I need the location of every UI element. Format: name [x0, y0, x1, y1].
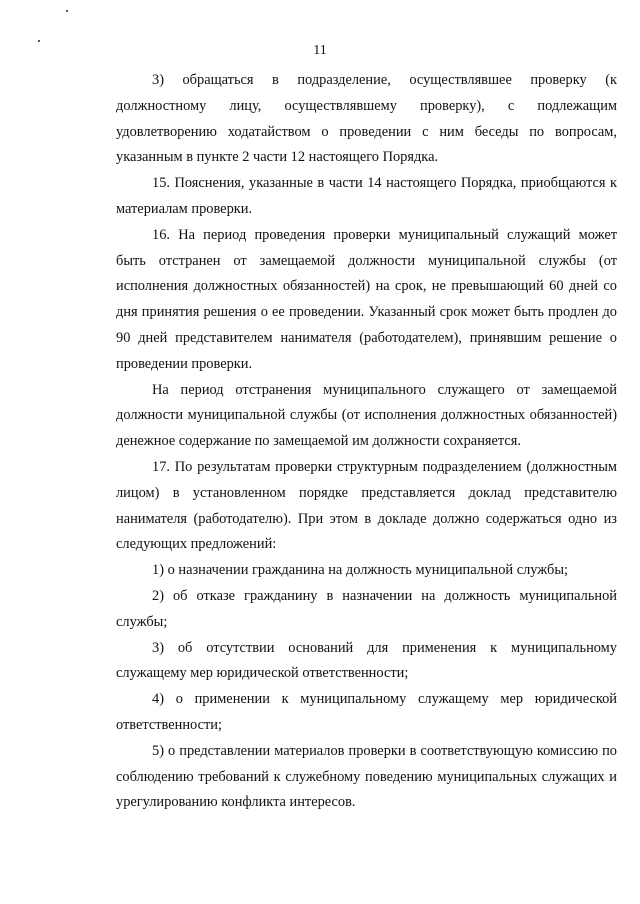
page-number: 11	[313, 43, 327, 58]
paragraph-proposal-2: 2) об отказе гражданину в назначении на должность муниципальной службы;	[116, 587, 617, 630]
paragraph-clause-15: 15. Пояснения, указанные в части 14 настоящего Порядка, приобщаются к материалам проверки.	[116, 175, 617, 217]
paragraph-suspension-pay: На период отстранения муниципального служащего от замещаемой должности муниципальной службы (от исполнения должностных обязанностей) денежное содержание по замещаемой им должности сохраняется.	[116, 381, 617, 450]
paragraph-clause-16: 16. На период проведения проверки муниципальный служащий может быть отстранен от замещаемой должности муниципальной службы (от исполнения должностных обязанностей) на срок, не превышающий 60 дней со дня принятия решения о ее проведении. Указанный срок может быть продлен до 90 дней представителем нанимателя (работодателем), принявшим решение о проведении проверки.	[116, 226, 617, 372]
paragraph-clause-17: 17. По результатам проверки структурным подразделением (должностным лицом) в установленном порядке представляется доклад представителю нанимателя (работодателю). При этом в докладе должно содержаться одно из следующих предложений:	[116, 458, 617, 553]
paragraph-item-3: 3) обращаться в подразделение, осуществлявшее проверку (к должностному лицу, осуществлявшему проверку), с подлежащим удовлетворению ходатайством о проведении с ним беседы по вопросам, указанным в пункте 2 части 12 настоящего Порядка.	[116, 72, 617, 166]
paragraph-proposal-3: 3) об отсутствии оснований для применения к муниципальному служащему мер юридической ответственности;	[116, 639, 617, 682]
paragraph-proposal-1: 1) о назначении гражданина на должность муниципальной службы;	[152, 562, 569, 579]
document-body	[116, 68, 617, 816]
scan-speck	[66, 10, 68, 12]
paragraph-proposal-5: 5) о представлении материалов проверки в соответствующую комиссию по соблюдению требований к служебному поведению муниципальных служащих и урегулированию конфликта интересов.	[116, 742, 617, 811]
paragraph-proposal-4: 4) о применении к муниципальному служащему мер юридической ответственности;	[116, 691, 617, 733]
